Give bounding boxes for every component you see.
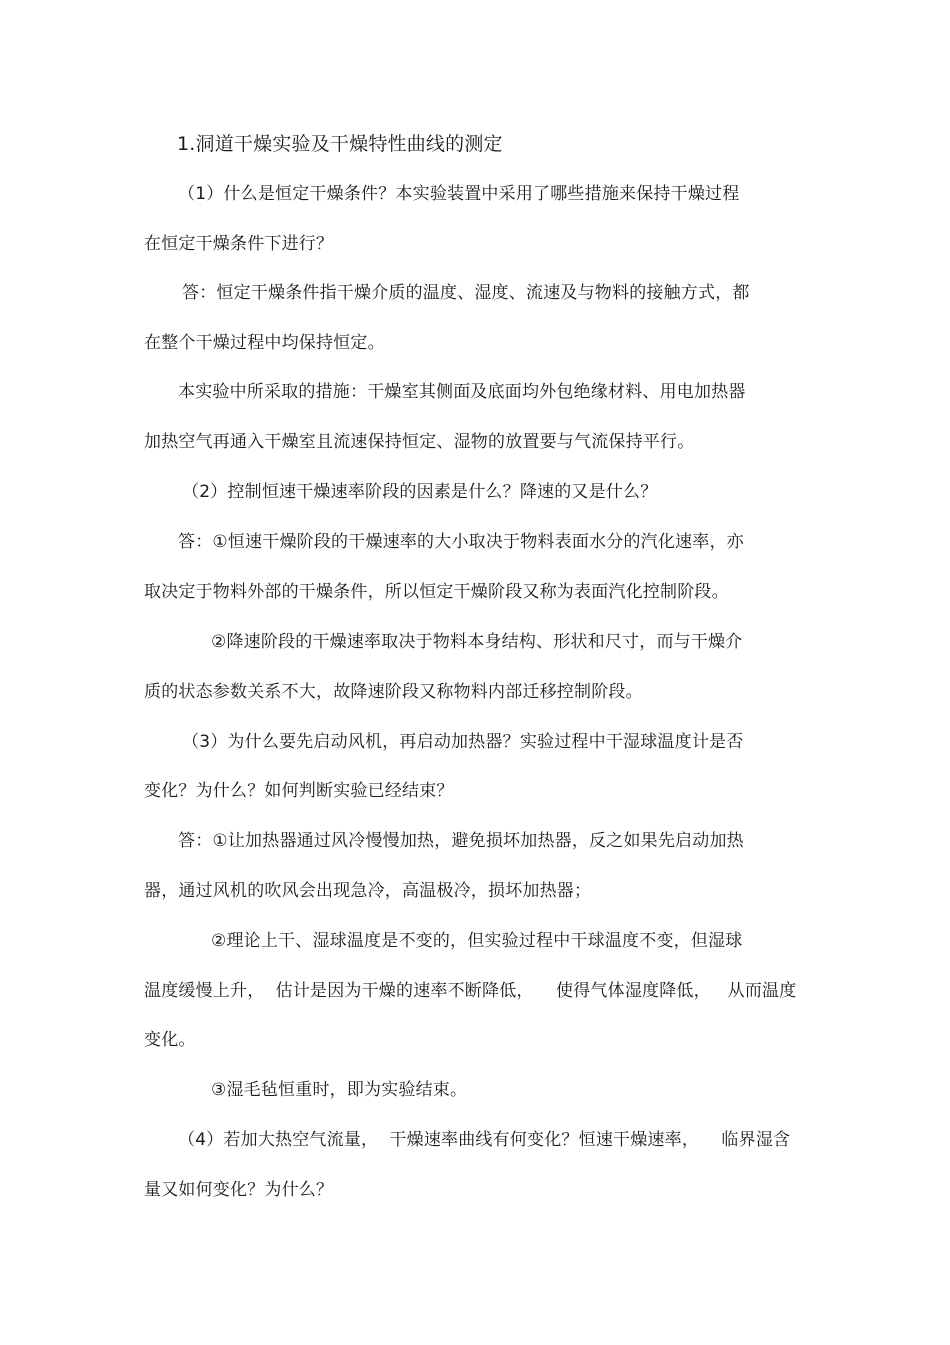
question-3-line-1: （3）为什么要先启动风机，再启动加热器？实验过程中干湿球温度计是否 <box>182 732 744 752</box>
question-4-line-1: （4）若加大热空气流量， 干燥速率曲线有何变化？恒速干燥速率， 临界湿含 <box>178 1130 791 1150</box>
answer-3-line-6: ③湿毛毡恒重时，即为实验结束。 <box>211 1080 468 1100</box>
document-title: 1.洞道干燥实验及干燥特性曲线的测定 <box>177 133 503 155</box>
answer-3-line-3: ②理论上干、湿球温度是不变的，但实验过程中干球温度不变，但湿球 <box>211 931 743 951</box>
answer-2-line-4: 质的状态参数关系不大，故降速阶段又称物料内部迁移控制阶段。 <box>144 682 643 702</box>
question-1-line-2: 在恒定干燥条件下进行？ <box>144 234 334 254</box>
answer-3-line-4: 温度缓慢上升， 估计是因为干燥的速率不断降低， 使得气体湿度降低， 从而温度 <box>144 981 797 1001</box>
question-2-line-1: （2）控制恒速干燥速率阶段的因素是什么？降速的又是什么？ <box>182 482 658 502</box>
answer-2-line-2: 取决定于物料外部的干燥条件，所以恒定干燥阶段又称为表面汽化控制阶段。 <box>144 582 729 602</box>
answer-1-line-1: 答：恒定干燥条件指干燥介质的温度、湿度、流速及与物料的接触方式，都 <box>182 283 750 303</box>
answer-3-line-1: 答：①让加热器通过风冷慢慢加热，避免损坏加热器，反之如果先启动加热 <box>178 831 744 851</box>
question-3-line-2: 变化？为什么？如何判断实验已经结束？ <box>144 781 454 801</box>
answer-1-line-3: 本实验中所采取的措施：干燥室其侧面及底面均外包绝缘材料、用电加热器 <box>178 382 746 402</box>
answer-3-line-2: 器，通过风机的吹风会出现急冷，高温极冷，损坏加热器； <box>144 881 592 901</box>
answer-2-line-1: 答：①恒速干燥阶段的干燥速率的大小取决于物料表面水分的汽化速率，亦 <box>178 532 744 552</box>
question-1-line-1: （1）什么是恒定干燥条件？本实验装置中采用了哪些措施来保持干燥过程 <box>178 184 740 204</box>
question-4-line-2: 量又如何变化？为什么？ <box>144 1180 334 1200</box>
answer-1-line-2: 在整个干燥过程中均保持恒定。 <box>144 333 385 353</box>
answer-3-line-5: 变化。 <box>144 1030 196 1050</box>
answer-1-line-4: 加热空气再通入干燥室且流速保持恒定、湿物的放置要与气流保持平行。 <box>144 432 695 452</box>
answer-2-line-3: ②降速阶段的干燥速率取决于物料本身结构、形状和尺寸，而与干燥介 <box>211 632 743 652</box>
